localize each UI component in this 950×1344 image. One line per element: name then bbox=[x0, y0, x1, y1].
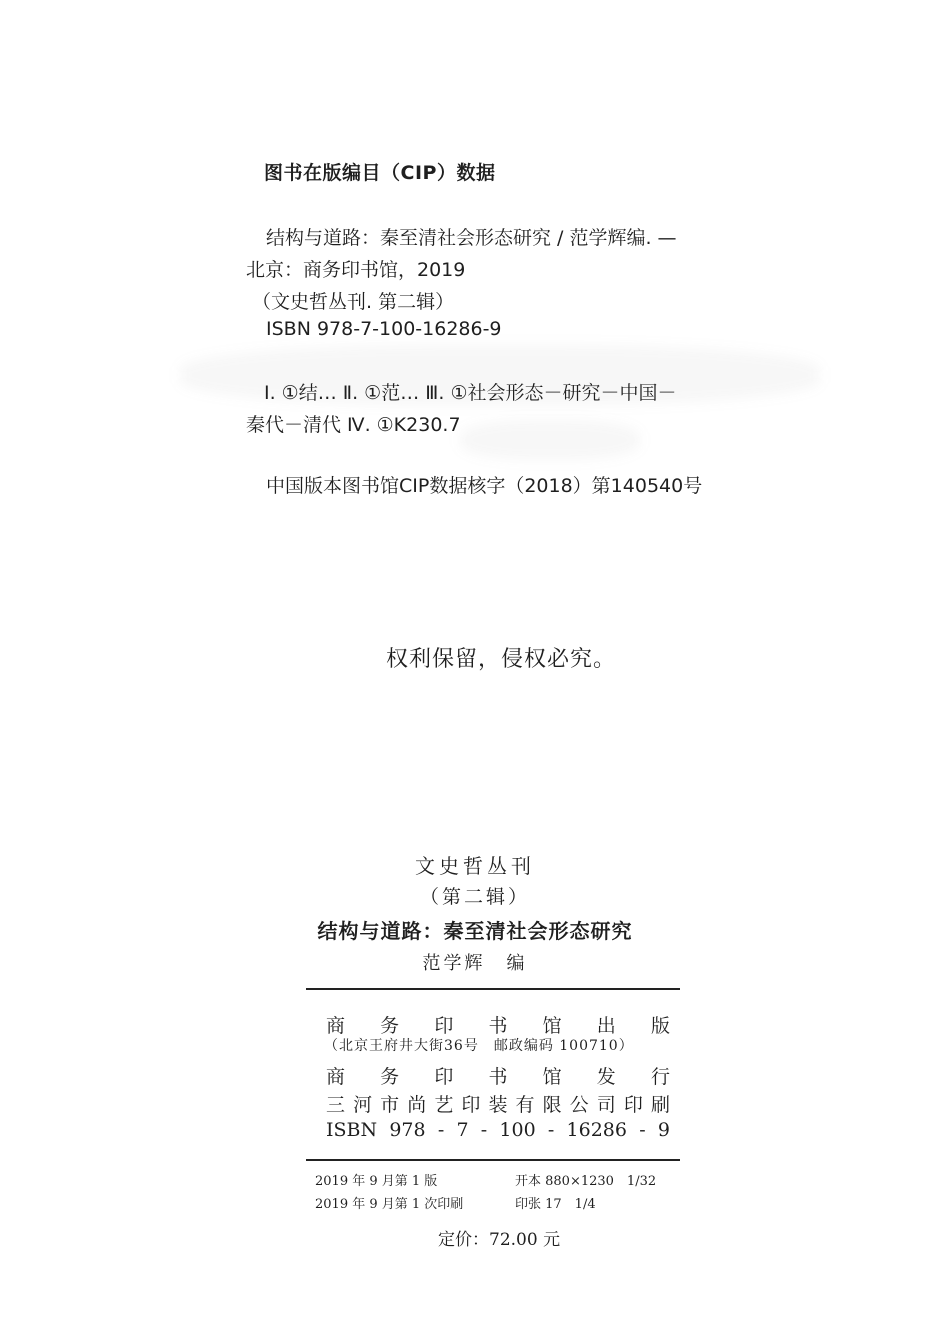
printer-line bbox=[326, 1090, 670, 1117]
printer-char: 公 bbox=[569, 1094, 589, 1116]
cip-line-publisher: 北京：商务印书馆，2019 bbox=[246, 259, 466, 281]
isbn-line bbox=[326, 1119, 670, 1141]
publisher-address: （北京王府井大街36号 邮政编码 100710） bbox=[324, 1038, 634, 1054]
printer-char: 尚 bbox=[407, 1094, 427, 1116]
cip-line-classification-cont: 秦代－清代 Ⅳ. ①K230.7 bbox=[246, 414, 461, 436]
publisher-char: 出 bbox=[596, 1015, 616, 1037]
cip-line-classification: Ⅰ. ①结… Ⅱ. ①范… Ⅲ. ①社会形态－研究－中国－ bbox=[264, 382, 677, 404]
cip-line-title: 结构与道路：秦至清社会形态研究 / 范学辉编. — bbox=[266, 227, 677, 249]
isbn-part: 978 bbox=[389, 1119, 426, 1141]
editor: 范学辉 编 bbox=[422, 953, 528, 974]
printer-char: 艺 bbox=[434, 1094, 454, 1116]
isbn-part: - bbox=[437, 1119, 445, 1141]
cip-heading: 图书在版编目（CIP）数据 bbox=[264, 162, 496, 184]
distributor-char: 行 bbox=[650, 1066, 670, 1088]
divider-top bbox=[306, 988, 680, 990]
printer-char: 三 bbox=[326, 1094, 346, 1116]
distributor-char: 商 bbox=[326, 1066, 346, 1088]
distributor-char: 印 bbox=[434, 1066, 454, 1088]
distributor-line bbox=[326, 1062, 670, 1089]
printer-char: 河 bbox=[353, 1094, 373, 1116]
series-name: 文史哲丛刊 bbox=[415, 854, 535, 878]
series-volume: （第二辑） bbox=[419, 886, 530, 908]
printer-char: 司 bbox=[596, 1094, 616, 1116]
edition-info: 2019 年 9 月第 1 版 bbox=[315, 1174, 438, 1189]
printer-char: 装 bbox=[488, 1094, 508, 1116]
printer-char: 市 bbox=[380, 1094, 400, 1116]
distributor-char: 发 bbox=[596, 1066, 616, 1088]
publisher-char: 商 bbox=[326, 1015, 346, 1037]
rights-notice: 权利保留，侵权必究。 bbox=[386, 647, 617, 672]
isbn-part: 9 bbox=[657, 1119, 670, 1141]
isbn-part: 7 bbox=[456, 1119, 469, 1141]
cip-line-series: （文史哲丛刊. 第二辑） bbox=[252, 291, 455, 313]
cip-line-isbn: ISBN 978-7-100-16286-9 bbox=[266, 318, 502, 340]
distributor-char: 务 bbox=[380, 1066, 400, 1088]
distributor-char: 馆 bbox=[542, 1066, 562, 1088]
isbn-part: - bbox=[547, 1119, 555, 1141]
printer-char: 限 bbox=[542, 1094, 562, 1116]
printer-char: 印 bbox=[623, 1094, 643, 1116]
book-title: 结构与道路：秦至清社会形态研究 bbox=[317, 919, 633, 943]
isbn-part: 16286 bbox=[566, 1119, 627, 1141]
publisher-line bbox=[326, 1011, 670, 1038]
format-info: 开本 880×1230 1/32 bbox=[515, 1174, 657, 1189]
isbn-part: - bbox=[480, 1119, 488, 1141]
publisher-char: 版 bbox=[650, 1015, 670, 1037]
cip-record-number: 中国版本图书馆CIP数据核字（2018）第140540号 bbox=[266, 475, 703, 497]
sheets-info: 印张 17 1/4 bbox=[515, 1197, 596, 1212]
printing-info: 2019 年 9 月第 1 次印刷 bbox=[315, 1197, 464, 1212]
printer-char: 有 bbox=[515, 1094, 535, 1116]
publisher-char: 书 bbox=[488, 1015, 508, 1037]
isbn-part: - bbox=[639, 1119, 646, 1141]
price: 定价：72.00 元 bbox=[438, 1230, 561, 1250]
distributor-char: 书 bbox=[488, 1066, 508, 1088]
divider-bottom bbox=[306, 1159, 680, 1161]
publisher-char: 馆 bbox=[542, 1015, 562, 1037]
bleed-through-mark bbox=[460, 420, 640, 460]
printer-char: 刷 bbox=[650, 1094, 670, 1116]
publisher-char: 务 bbox=[380, 1015, 400, 1037]
publisher-char: 印 bbox=[434, 1015, 454, 1037]
printer-char: 印 bbox=[461, 1094, 481, 1116]
isbn-part: 100 bbox=[499, 1119, 536, 1141]
isbn-part: ISBN bbox=[326, 1119, 378, 1141]
